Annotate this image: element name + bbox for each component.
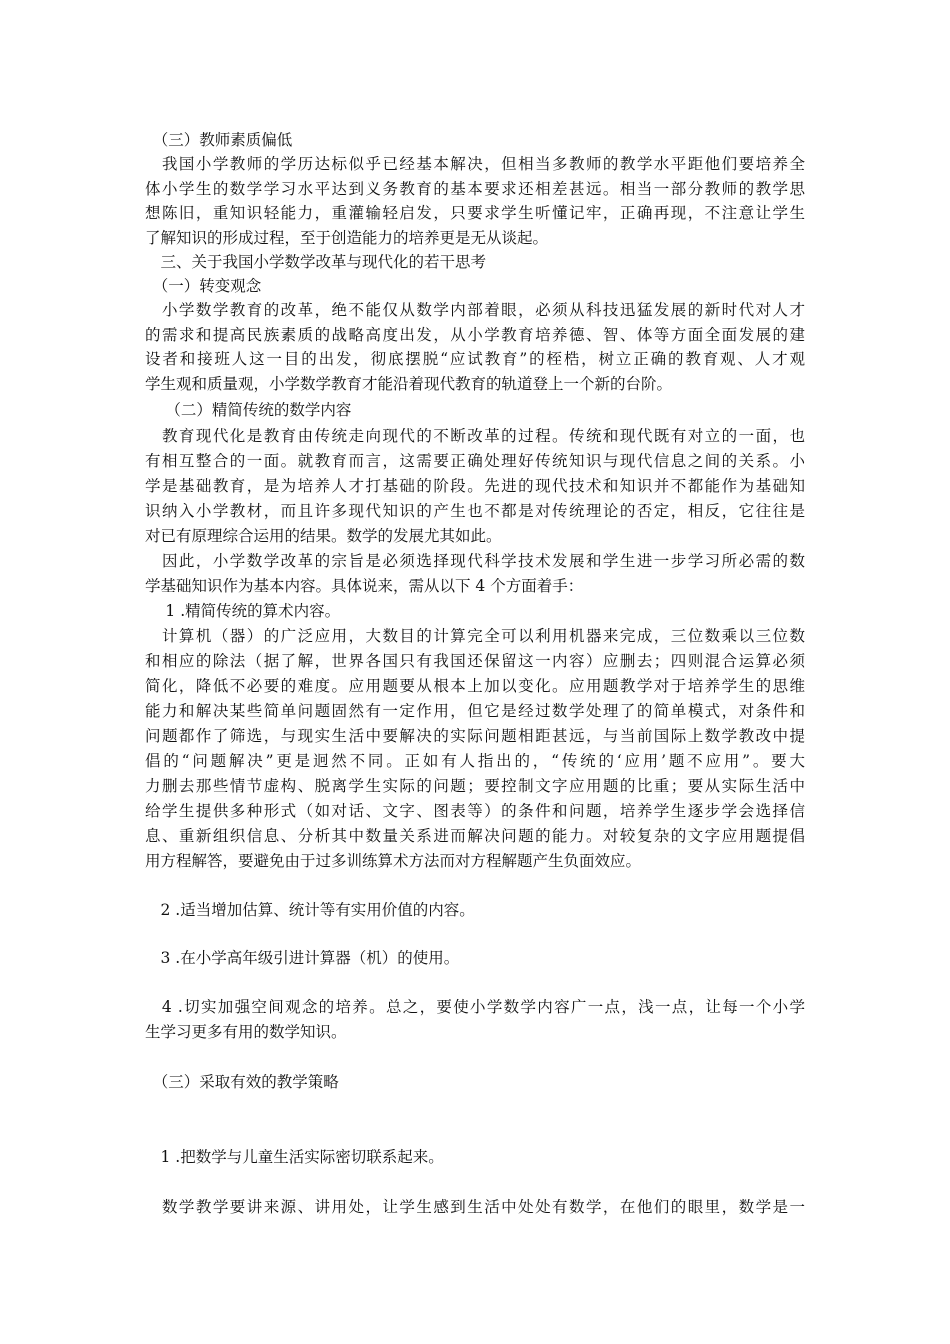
paragraph-line: 的需求和提高民族素质的战略高度出发，从小学教育培养德、智、体等方面全面发展的建 <box>145 326 805 344</box>
paragraph-line: 教育现代化是教育由传统走向现代的不断改革的过程。传统和现代既有对立的一面，也 <box>145 427 805 445</box>
paragraph-line: 体小学生的数学学习水平达到义务教育的基本要求还相差甚远。相当一部分教师的教学思 <box>145 180 805 198</box>
section-heading-reform: 三、关于我国小学数学改革与现代化的若干思考 <box>145 253 487 271</box>
list-item-3: 3 .在小学高年级引进计算器（机）的使用。 <box>145 949 460 967</box>
paragraph-line: 识纳入小学教材，而且许多现代知识的产生也不都是对传统理论的否定，相反，它往往是 <box>145 502 805 520</box>
subheading-teacher-quality: （三）教师素质偏低 <box>145 131 293 149</box>
paragraph-line: 因此，小学数学改革的宗旨是必须选择现代科学技术发展和学生进一步学习所必需的数 <box>145 552 805 570</box>
paragraph-line: 有相互整合的一面。就教育而言，这需要正确处理好传统知识与现代信息之间的关系。小 <box>145 452 805 470</box>
paragraph-line: 计算机（器）的广泛应用，大数目的计算完全可以利用机器来完成，三位数乘以三位数 <box>145 627 805 645</box>
paragraph-line: 了解知识的形成过程，至于创造能力的培养更是无从谈起。 <box>145 229 549 247</box>
paragraph-line: 学是基础教育，是为培养人才打基础的阶段。先进的现代技术和知识并不都能作为基础知 <box>145 477 805 495</box>
paragraph-line: 问题都作了筛选，与现实生活中要解决的实际问题相距甚远，与当前国际上数学教改中提 <box>145 727 805 745</box>
paragraph-line: 能力和解决某些简单问题固然有一定作用，但它是经过数学处理了的简单模式，对条件和 <box>145 702 805 720</box>
paragraph-line: 力删去那些情节虚构、脱离学生实际的问题；要控制文字应用题的比重；要从实际生活中 <box>145 777 805 795</box>
paragraph-line: 对已有原理综合运用的结果。数学的发展尤其如此。 <box>145 527 502 545</box>
subheading-teaching-strategy: （三）采取有效的教学策略 <box>145 1073 339 1091</box>
paragraph-line: 息、重新组织信息、分析其中数量关系进而解决问题的能力。对较复杂的文字应用题提倡 <box>145 827 805 845</box>
list-item-4: 4 .切实加强空间观念的培养。总之，要使小学数学内容广一点，浅一点，让每一个小学 <box>145 998 805 1016</box>
paragraph-line: 学生观和质量观，小学数学教育才能沿着现代教育的轨道登上一个新的台阶。 <box>145 375 673 393</box>
paragraph-line: 和相应的除法（据了解，世界各国只有我国还保留这一内容）应删去；四则混合运算必须 <box>145 652 805 670</box>
paragraph-line: 倡的“问题解决”更是迥然不同。正如有人指出的，“传统的‘应用’题不应用”。要大 <box>145 752 805 770</box>
paragraph-line: 给学生提供多种形式（如对话、文字、图表等）的条件和问题，培养学生逐步学会选择信 <box>145 802 805 820</box>
paragraph-line: 我国小学教师的学历达标似乎已经基本解决，但相当多教师的教学水平距他们要培养全 <box>145 155 805 173</box>
paragraph-line: 简化，降低不必要的难度。应用题要从根本上加以变化。应用题教学对于培养学生的思维 <box>145 677 805 695</box>
paragraph-line: 想陈旧，重知识轻能力，重灌输轻启发，只要求学生听懂记牢，正确再现，不注意让学生 <box>145 204 805 222</box>
list-item-strategy-1: 1 .把数学与儿童生活实际密切联系起来。 <box>145 1148 444 1166</box>
subheading-change-concept: （一）转变观念 <box>145 277 262 295</box>
paragraph-line: 数学教学要讲来源、讲用处，让学生感到生活中处处有数学，在他们的眼里，数学是一 <box>145 1198 805 1216</box>
paragraph-line: 设者和接班人这一目的出发，彻底摆脱“应试教育”的桎梏，树立正确的教育观、人才观 <box>145 350 805 368</box>
paragraph-line: 学基础知识作为基本内容。具体说来，需从以下 4 个方面着手： <box>145 577 584 595</box>
paragraph-line: 用方程解答，要避免由于过多训练算术方法而对方程解题产生负面效应。 <box>145 852 642 870</box>
paragraph-line: 小学数学教育的改革，绝不能仅从数学内部着眼，必须从科技迅猛发展的新时代对人才 <box>145 301 805 319</box>
paragraph-line: 生学习更多有用的数学知识。 <box>145 1023 347 1041</box>
subheading-simplify-content: （二）精简传统的数学内容 <box>145 401 352 419</box>
list-item-1: 1 .精简传统的算术内容。 <box>145 602 341 620</box>
list-item-2: 2 .适当增加估算、统计等有实用价值的内容。 <box>145 901 475 919</box>
